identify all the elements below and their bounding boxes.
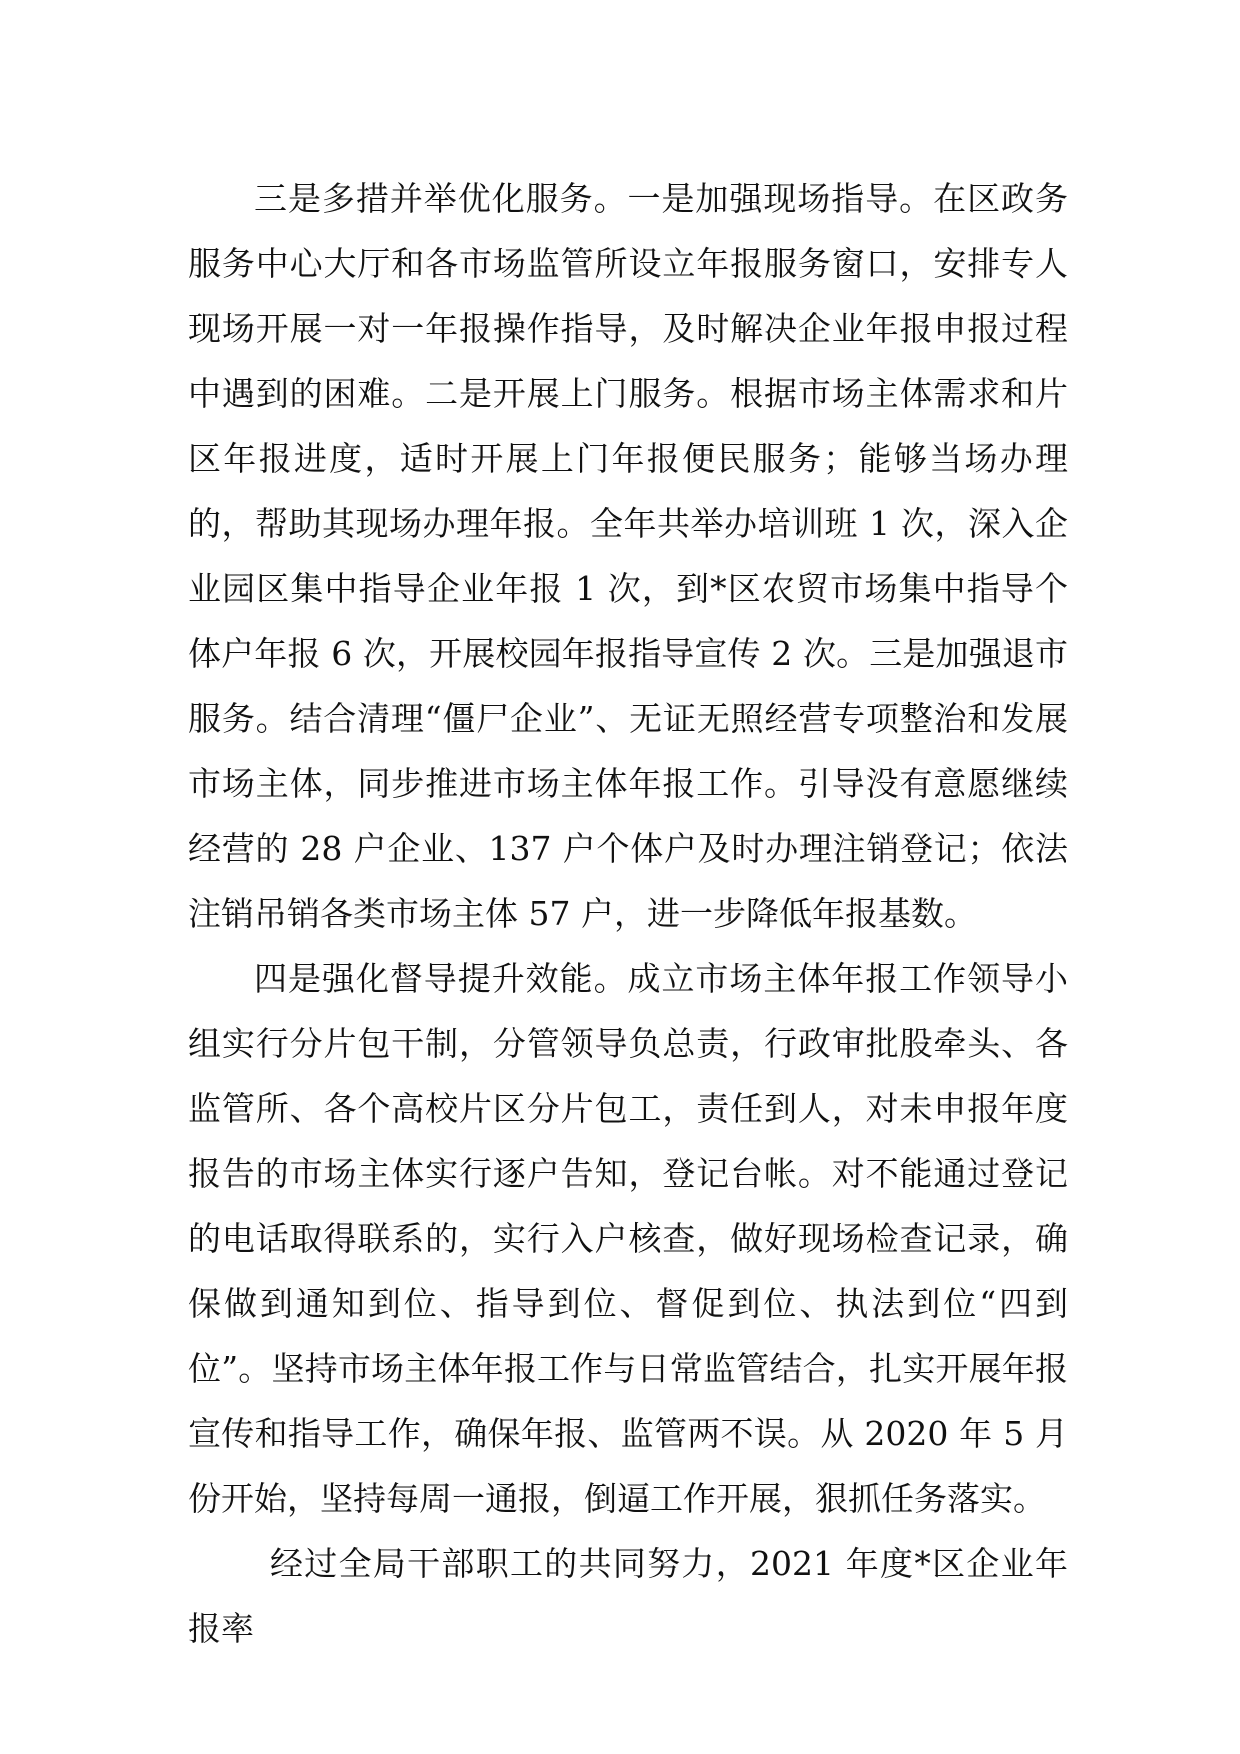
paragraph-annual-report-result: 经过全局干部职工的共同努力，2021 年度*区企业年报率 bbox=[188, 1544, 1068, 1648]
document-body bbox=[188, 166, 1068, 1661]
paragraph-optimize-services: 三是多措并举优化服务。一是加强现场指导。在区政务服务中心大厅和各市场监管所设立年报服务窗口，安排专人现场开展一对一年报操作指导，及时解决企业年报申报过程中遇到的困难。二是开展上门服务。根据市场主体需求和片区年报进度，适时开展上门年报便民服务；能够当场办理的，帮助其现场办理年报。全年共举办培训班 1 次，深入企业园区集中指导企业年报 1 次，到*区农贸市场集中指导个体户年报 6 次，开展校园年报指导宣传 2 次。三是加强退市服务。结合清理“僵尸企业”、无证无照经营专项整治和发展市场主体，同步推进市场主体年报工作。引导没有意愿继续经营的 28 户企业、137 户个体户及时办理注销登记；依法注销吊销各类市场主体 57 户，进一步降低年报基数。 bbox=[188, 179, 1068, 933]
paragraph-strengthen-supervision: 四是强化督导提升效能。成立市场主体年报工作领导小组实行分片包干制，分管领导负总责，行政审批股牵头、各监管所、各个高校片区分片包工，责任到人，对未申报年度报告的市场主体实行逐户告知，登记台帐。对不能通过登记的电话取得联系的，实行入户核查，做好现场检查记录，确保做到通知到位、指导到位、督促到位、执法到位“四到位”。坚持市场主体年报工作与日常监管结合，扎实开展年报宣传和指导工作，确保年报、监管两不误。从 2020 年 5 月份开始，坚持每周一通报，倒逼工作开展，狠抓任务落实。 bbox=[188, 959, 1068, 1518]
